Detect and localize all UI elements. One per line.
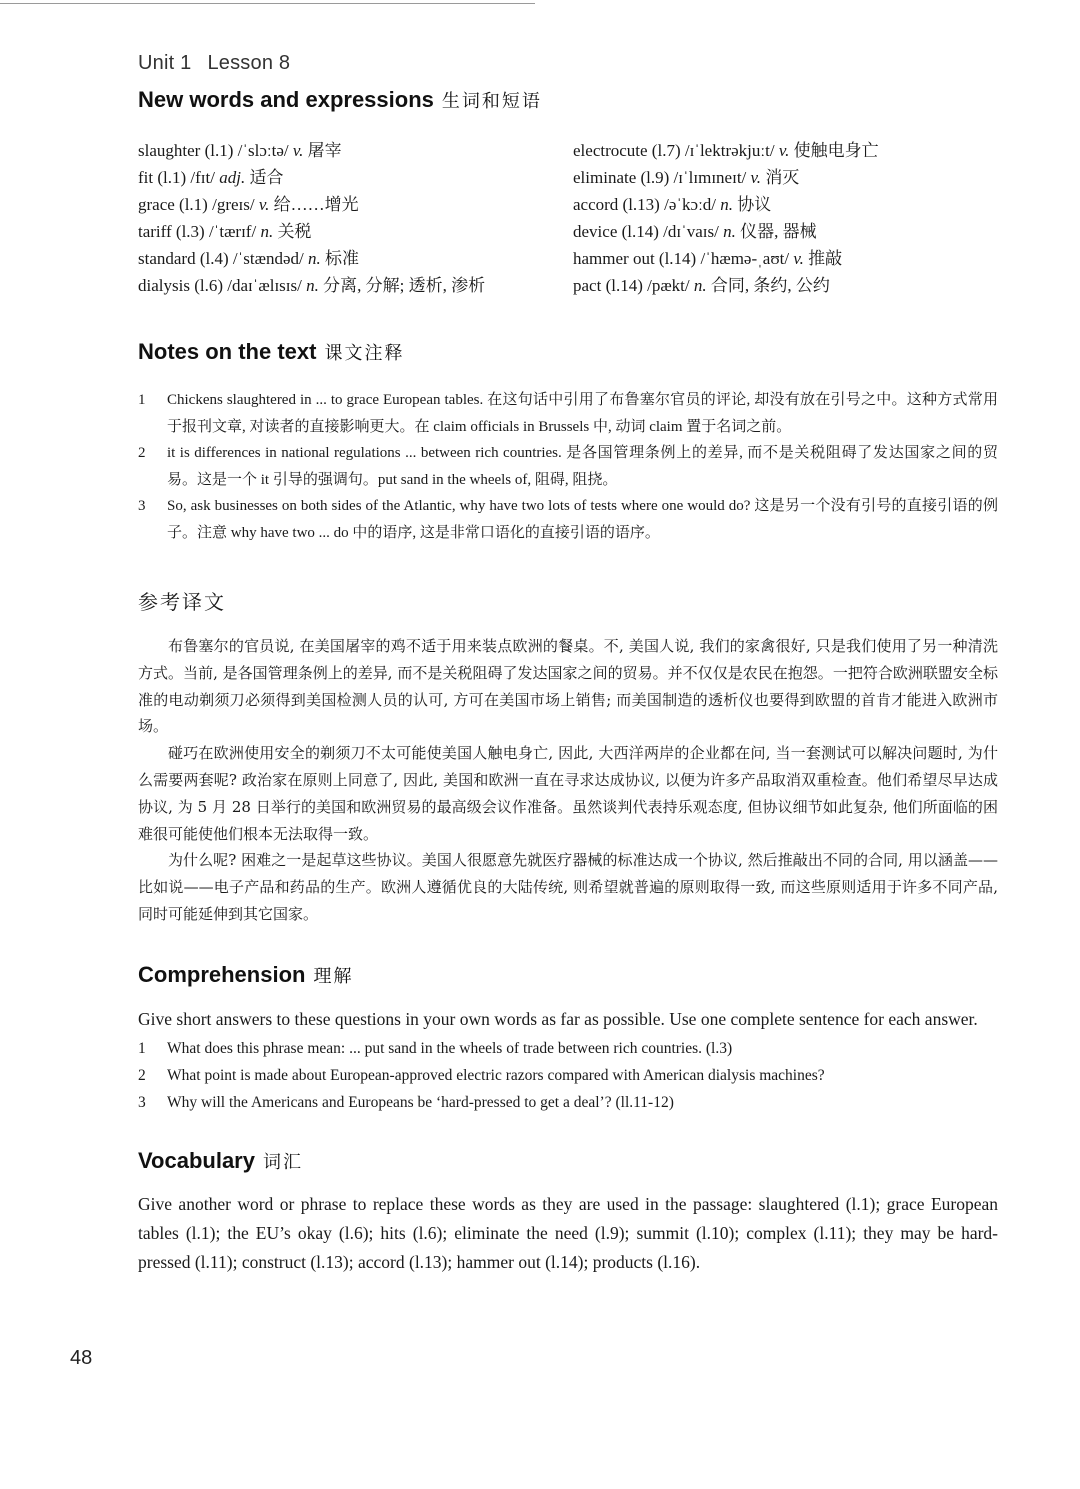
question-text: What point is made about European-approved electric razors compared with American dialysis machines? [167, 1066, 825, 1084]
question-item [138, 1062, 998, 1089]
word-text: tariff (l.3) /ˈtærɪf/ [138, 222, 257, 241]
unit-label: Unit 1 [138, 52, 192, 74]
part-of-speech: v. [750, 168, 762, 187]
word-text: grace (l.1) /greɪs/ [138, 195, 255, 214]
part-of-speech: v. [778, 141, 790, 160]
word-meaning: 适合 [249, 168, 284, 187]
question-list [138, 1035, 998, 1116]
note-text: it is differences in national regulations ... between rich countries. 是各国管理条例上的差异, 而不是关税阻碍了发达国家之间的贸易。这是一个 it 引导的强调句。put sand in the wheels of, 阻碍, 阻挠。 [167, 445, 998, 488]
note-number: 2 [138, 445, 146, 461]
top-rule [0, 3, 535, 4]
word-text: pact (l.14) /pækt/ [573, 276, 690, 295]
word-entry [138, 272, 573, 299]
part-of-speech: v. [258, 195, 270, 214]
comprehension-instructions: Give short answers to these questions in your own words as far as possible. Use one complete sentence for each answer. [138, 1008, 978, 1029]
word-text: fit (l.1) /fɪt/ [138, 168, 215, 187]
word-entry [573, 272, 879, 299]
new-words-title: New words and expressions [138, 87, 434, 112]
word-text: dialysis (l.6) /daɪˈælɪsɪs/ [138, 276, 302, 295]
word-text: eliminate (l.9) /ɪˈlɪmɪneɪt/ [573, 168, 747, 187]
notes-title-zh: 课文注释 [324, 343, 405, 364]
word-entry [573, 137, 879, 164]
page-number: 48 [70, 1347, 93, 1369]
word-text: accord (l.13) /əˈkɔːd/ [573, 195, 717, 214]
word-meaning: 关税 [277, 222, 312, 241]
question-item [138, 1089, 998, 1116]
word-meaning: 分离, 分解; 透析, 渗析 [323, 276, 486, 295]
note-item [138, 440, 998, 493]
word-meaning: 给……增光 [273, 195, 359, 214]
word-meaning: 屠宰 [307, 141, 342, 160]
note-number: 1 [138, 392, 146, 408]
word-list-left-column [138, 137, 573, 299]
question-number: 3 [138, 1093, 146, 1111]
part-of-speech: n. [720, 195, 734, 214]
word-text: slaughter (l.1) /ˈslɔːtə/ [138, 141, 289, 160]
note-item [138, 387, 998, 440]
vocabulary-title-zh: 词汇 [262, 1151, 303, 1173]
unit-lesson-header [138, 52, 998, 75]
note-number: 3 [138, 498, 146, 514]
question-item [138, 1035, 998, 1062]
word-entry [573, 191, 879, 218]
word-entry [573, 218, 879, 245]
word-text: device (l.14) /dɪˈvaɪs/ [573, 222, 719, 241]
translation-paragraph: 为什么呢? 困难之一是起草这些协议。美国人很愿意先就医疗器械的标准达成一个协议, 然后推敲出不同的合同, 用以涵盖——比如说——电子产品和药品的生产。欧洲人遵循优良的大陆传统, 则希望就普遍的原则取得一致, 而这些原则适用于许多不同产品, 同时可能延伸到其它国家。 [138, 851, 998, 923]
textbook-page [138, 52, 998, 1277]
notes-heading [138, 339, 998, 365]
translation-body [138, 633, 998, 928]
word-text: electrocute (l.7) /ɪˈlektrəkjuːt/ [573, 141, 775, 160]
word-entry [573, 164, 879, 191]
part-of-speech: adj. [219, 168, 246, 187]
part-of-speech: v. [292, 141, 304, 160]
word-list [138, 137, 998, 299]
word-entry [138, 191, 573, 218]
word-text: hammer out (l.14) /ˈhæmə-ˌaʊt/ [573, 249, 790, 268]
word-meaning: 标准 [324, 249, 359, 268]
word-entry [138, 137, 573, 164]
word-list-right-column [573, 137, 879, 299]
new-words-title-zh: 生词和短语 [441, 91, 542, 112]
word-entry [138, 164, 573, 191]
translation-paragraph: 碰巧在欧洲使用安全的剃须刀不太可能使美国人触电身亡, 因此, 大西洋两岸的企业都在问, 当一套测试可以解决问题时, 为什么需要两套呢? 政治家在原则上同意了, 因此, 美国和欧洲一直在寻求达成协议, 以便为许多产品取消双重检查。他们希望尽早达成协议, 为 5 月 28 日举行的美国和欧洲贸易的最高级会议作准备。虽然谈判代表持乐观态度, 但协议细节如此复杂, 他们所面临的困难很可能使他们根本无法取得一致。 [138, 744, 998, 843]
word-entry [138, 218, 573, 245]
part-of-speech: n. [260, 222, 274, 241]
note-item [138, 493, 998, 546]
note-text: Chickens slaughtered in ... to grace European tables. 在这句话中引用了布鲁塞尔官员的评论, 却没有放在引号之中。这种方式常用于报刊文章, 对读者的直接影响更大。在 claim officials in Brussels 中, 动词 claim 置于名词之前。 [167, 392, 998, 435]
word-entry [573, 245, 879, 272]
translation-paragraph: 布鲁塞尔的官员说, 在美国屠宰的鸡不适于用来装点欧洲的餐桌。不, 美国人说, 我们的家禽很好, 只是我们使用了另一种清洗方式。当前, 是各国管理条例上的差异, 而不是关税阻碍了发达国家之间的贸易。并不仅仅是农民在抱怨。一把符合欧洲联盟安全标准的电动剃须刀必须得到美国检测人员的认可, 方可在美国市场上销售; 而美国制造的透析仪也要得到欧盟的首肯才能进入欧洲市场。 [138, 637, 998, 736]
vocabulary-title: Vocabulary [138, 1147, 255, 1173]
word-meaning: 使触电身亡 [793, 141, 879, 160]
comprehension-heading [138, 962, 998, 988]
comprehension-title: Comprehension [138, 961, 306, 987]
question-text: What does this phrase mean: ... put sand in the wheels of trade between rich countries. (l.3) [167, 1039, 733, 1057]
word-meaning: 仪器, 器械 [740, 222, 817, 241]
vocabulary-heading [138, 1148, 998, 1174]
word-meaning: 推敲 [808, 249, 843, 268]
part-of-speech: n. [693, 276, 707, 295]
new-words-heading [138, 87, 998, 113]
word-text: standard (l.4) /ˈstændəd/ [138, 249, 304, 268]
word-meaning: 消灭 [765, 168, 800, 187]
word-entry [138, 245, 573, 272]
part-of-speech: v. [793, 249, 804, 268]
note-text: So, ask businesses on both sides of the Atlantic, why have two lots of tests where one would do? 这是另一个没有引号的直接引语的例子。注意 why have two ... do 中的语序, 这是非常口语化的直接引语的语序。 [167, 498, 998, 541]
notes-list [138, 387, 998, 546]
question-text: Why will the Americans and Europeans be ‘hard-pressed to get a deal’? (ll.11-12) [167, 1093, 674, 1111]
part-of-speech: n. [723, 222, 736, 241]
comprehension-title-zh: 理解 [313, 965, 354, 987]
word-meaning: 合同, 条约, 公约 [710, 276, 830, 295]
question-number: 1 [138, 1039, 146, 1057]
vocabulary-instructions: Give another word or phrase to replace these words as they are used in the passage: slaughtered (l.1); grace European tables (l.1); the EU’s okay (l.6); hits (l.6); eliminate the need (l.9); summit (l.10); complex (l.11); they may be hard-pressed (l.11); construct (l.13); accord (l.13); hammer out (l.14); products (l.16). [138, 1193, 998, 1272]
part-of-speech: n. [307, 249, 321, 268]
notes-title: Notes on the text [138, 339, 317, 364]
word-meaning: 协议 [737, 195, 772, 214]
part-of-speech: n. [306, 276, 319, 295]
lesson-label: Lesson 8 [207, 52, 291, 74]
question-number: 2 [138, 1066, 146, 1084]
translation-heading: 参考译文 [138, 590, 226, 614]
